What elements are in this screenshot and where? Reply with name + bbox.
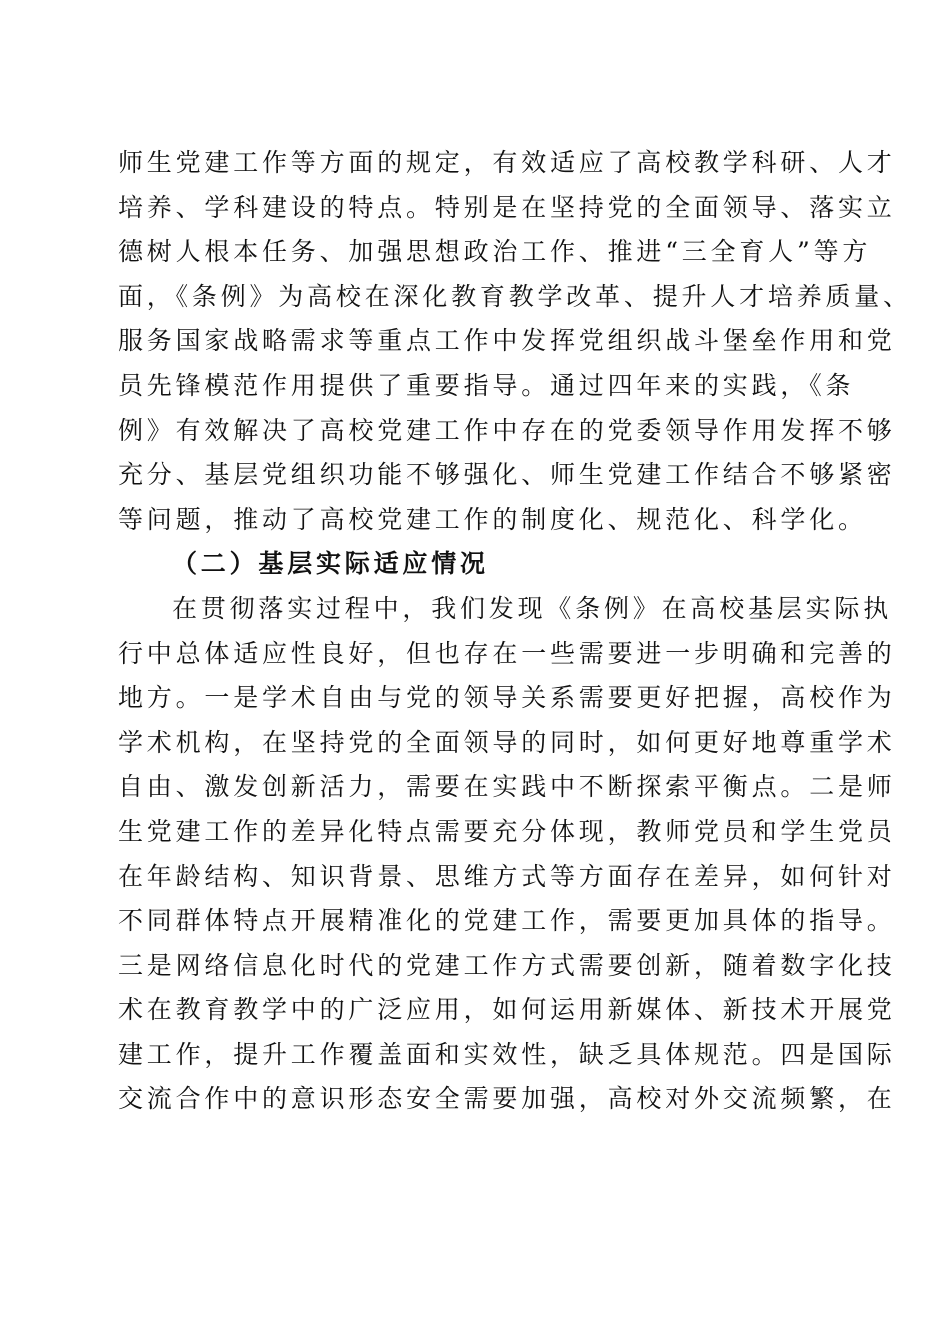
text-line: 员先锋模范作用提供了重要指导。通过四年来的实践，《条 xyxy=(118,370,855,400)
text-line: 学术机构，在坚持党的全面领导的同时，如何更好地尊重学术 xyxy=(118,727,896,757)
text-line: 建工作，提升工作覆盖面和实效性，缺乏具体规范。四是国际 xyxy=(118,1039,896,1069)
text-line: 德树人根本任务、加强思想政治工作、推进“三全育人”等方 xyxy=(118,237,872,267)
paragraph-first-line: 在贯彻落实过程中，我们发现《条例》在高校基层实际执 xyxy=(172,593,893,623)
text-line: 自由、激发创新活力，需要在实践中不断探索平衡点。二是师 xyxy=(118,772,896,802)
text-line: 服务国家战略需求等重点工作中发挥党组织战斗堡垒作用和党 xyxy=(118,326,896,356)
text-line: 在年龄结构、知识背景、思维方式等方面存在差异，如何针对 xyxy=(118,861,896,891)
text-line: 三是网络信息化时代的党建工作方式需要创新，随着数字化技 xyxy=(118,950,896,980)
text-line: 面，《条例》为高校在深化教育教学改革、提升人才培养质量、 xyxy=(118,281,912,311)
document-body xyxy=(118,141,912,1122)
text-line: 师生党建工作等方面的规定，有效适应了高校教学科研、人才 xyxy=(118,148,896,177)
section-heading: （二）基层实际适应情况 xyxy=(172,549,489,579)
text-line: 交流合作中的意识形态安全需要加强，高校对外交流频繁，在 xyxy=(118,1084,896,1114)
text-line: 术在教育教学中的广泛应用，如何运用新媒体、新技术开展党 xyxy=(118,995,896,1025)
text-line: 地方。一是学术自由与党的领导关系需要更好把握，高校作为 xyxy=(118,683,896,713)
text-line: 生党建工作的差异化特点需要充分体现，教师党员和学生党员 xyxy=(118,816,896,846)
text-line: 培养、学科建设的特点。特别是在坚持党的全面领导、落实立 xyxy=(118,192,896,222)
text-line: 例》有效解决了高校党建工作中存在的党委领导作用发挥不够 xyxy=(118,415,896,445)
text-line: 行中总体适应性良好，但也存在一些需要进一步明确和完善的 xyxy=(118,638,896,668)
text-line: 充分、基层党组织功能不够强化、师生党建工作结合不够紧密 xyxy=(118,460,896,490)
text-line: 等问题，推动了高校党建工作的制度化、规范化、科学化。 xyxy=(118,504,867,534)
text-line: 不同群体特点开展精准化的党建工作，需要更加具体的指导。 xyxy=(118,906,896,936)
